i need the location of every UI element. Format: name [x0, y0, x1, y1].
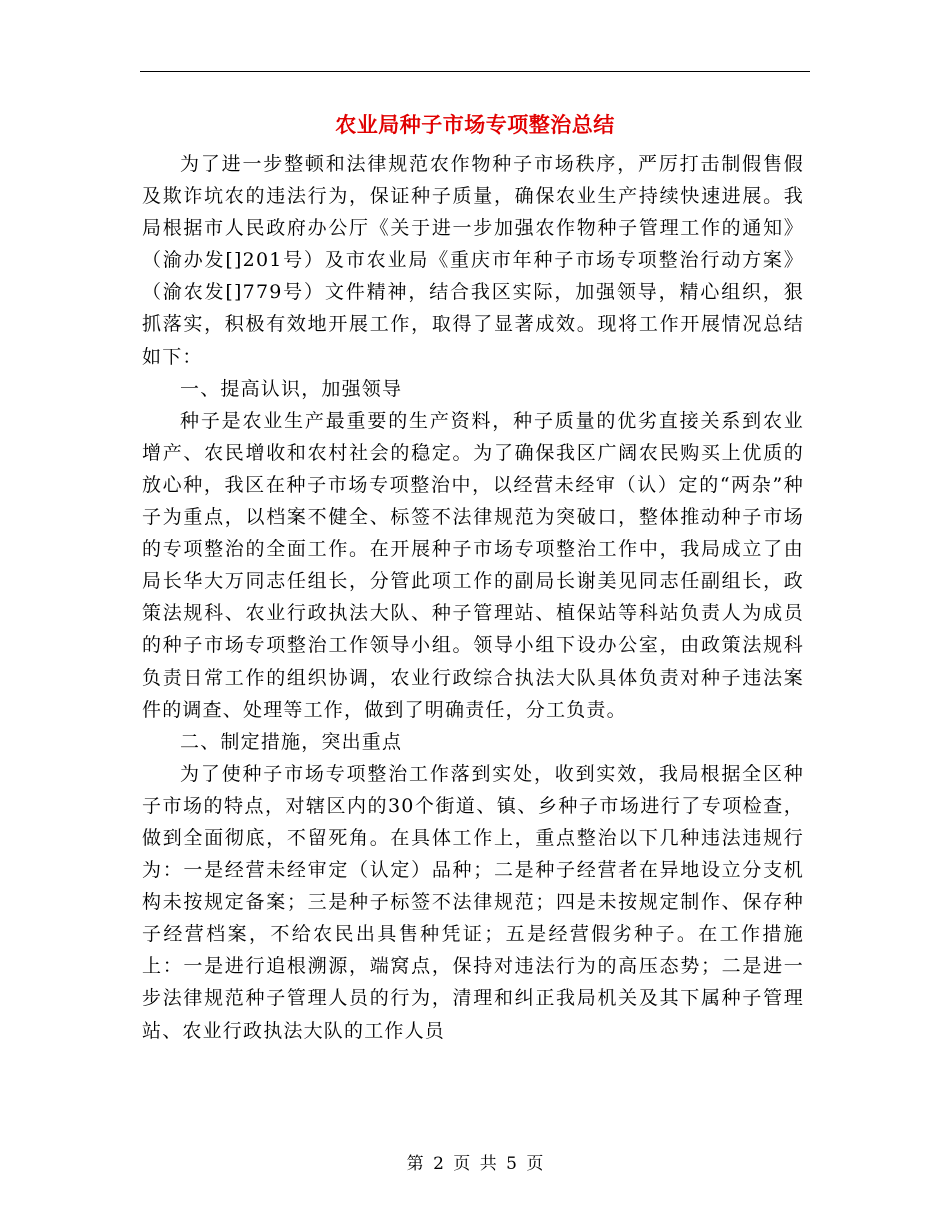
footer-label-unit-end: 页 — [526, 1154, 544, 1174]
header-rule — [140, 71, 810, 72]
document-title: 农业局种子市场专项整治总结 — [335, 112, 615, 137]
footer-label-page: 第 — [406, 1154, 424, 1174]
footer-current-page: 2 — [433, 1154, 444, 1174]
footer-label-total: 共 — [479, 1154, 497, 1174]
page-footer — [0, 1152, 950, 1176]
paragraph-intro: 为了进一步整顿和法律规范农作物种子市场秩序，严厉打击制假售假及欺诈坑农的违法行为，保证种子质量，确保农业生产持续快速进展。我局根据市人民政府办公厅《关于进一步加强农作物种子管理工作的通知》（渝办发[]201号）及市农业局《重庆市年种子市场专项整治行动方案》（渝农发[]779号）文件精神，结合我区实际，加强领导，精心组织，狠抓落实，积极有效地开展工作，取得了显著成效。现将工作开展情况总结如下： — [142, 153, 804, 368]
footer-label-unit: 页 — [453, 1154, 471, 1174]
footer-total-pages: 5 — [506, 1154, 517, 1174]
paragraph-section-1: 种子是农业生产最重要的生产资料，种子质量的优劣直接关系到农业增产、农民增收和农村社会的稳定。为了确保我区广阔农民购买上优质的放心种，我区在种子市场专项整治中，以经营未经审（认）定的“两杂”种子为重点，以档案不健全、标签不法律规范为突破口，整体推动种子市场的专项整治的全面工作。在开展种子市场专项整治工作中，我局成立了由局长华大万同志任组长，分管此项工作的副局长谢美见同志任副组长，政策法规科、农业行政执法大队、种子管理站、植保站等科站负责人为成员的种子市场专项整治工作领导小组。领导小组下设办公室，由政策法规科负责日常工作的组织协调，农业行政综合执法大队具体负责对种子违法案件的调查、处理等工作，做到了明确责任，分工负责。 — [142, 409, 804, 721]
paragraph-section-2: 为了使种子市场专项整治工作落到实处，收到实效，我局根据全区种子市场的特点，对辖区内的30个街道、镇、乡种子市场进行了专项检查，做到全面彻底，不留死角。在具体工作上，重点整治以下几种违法违规行为：一是经营未经审定（认定）品种；二是种子经营者在异地设立分支机构未按规定备案；三是种子标签不法律规范；四是未按规定制作、保存种子经营档案，不给农民出具售种凭证；五是经营假劣种子。在工作措施上：一是进行追根溯源，端窝点，保持对违法行为的高压态势；二是进一步法律规范种子管理人员的行为，清理和纠正我局机关及其下属种子管理站、农业行政执法大队的工作人员 — [142, 762, 804, 1042]
document-body — [142, 148, 804, 1047]
section-heading-1: 一、提高认识，加强领导 — [180, 377, 403, 400]
section-heading-2: 二、制定措施，突出重点 — [180, 730, 403, 753]
